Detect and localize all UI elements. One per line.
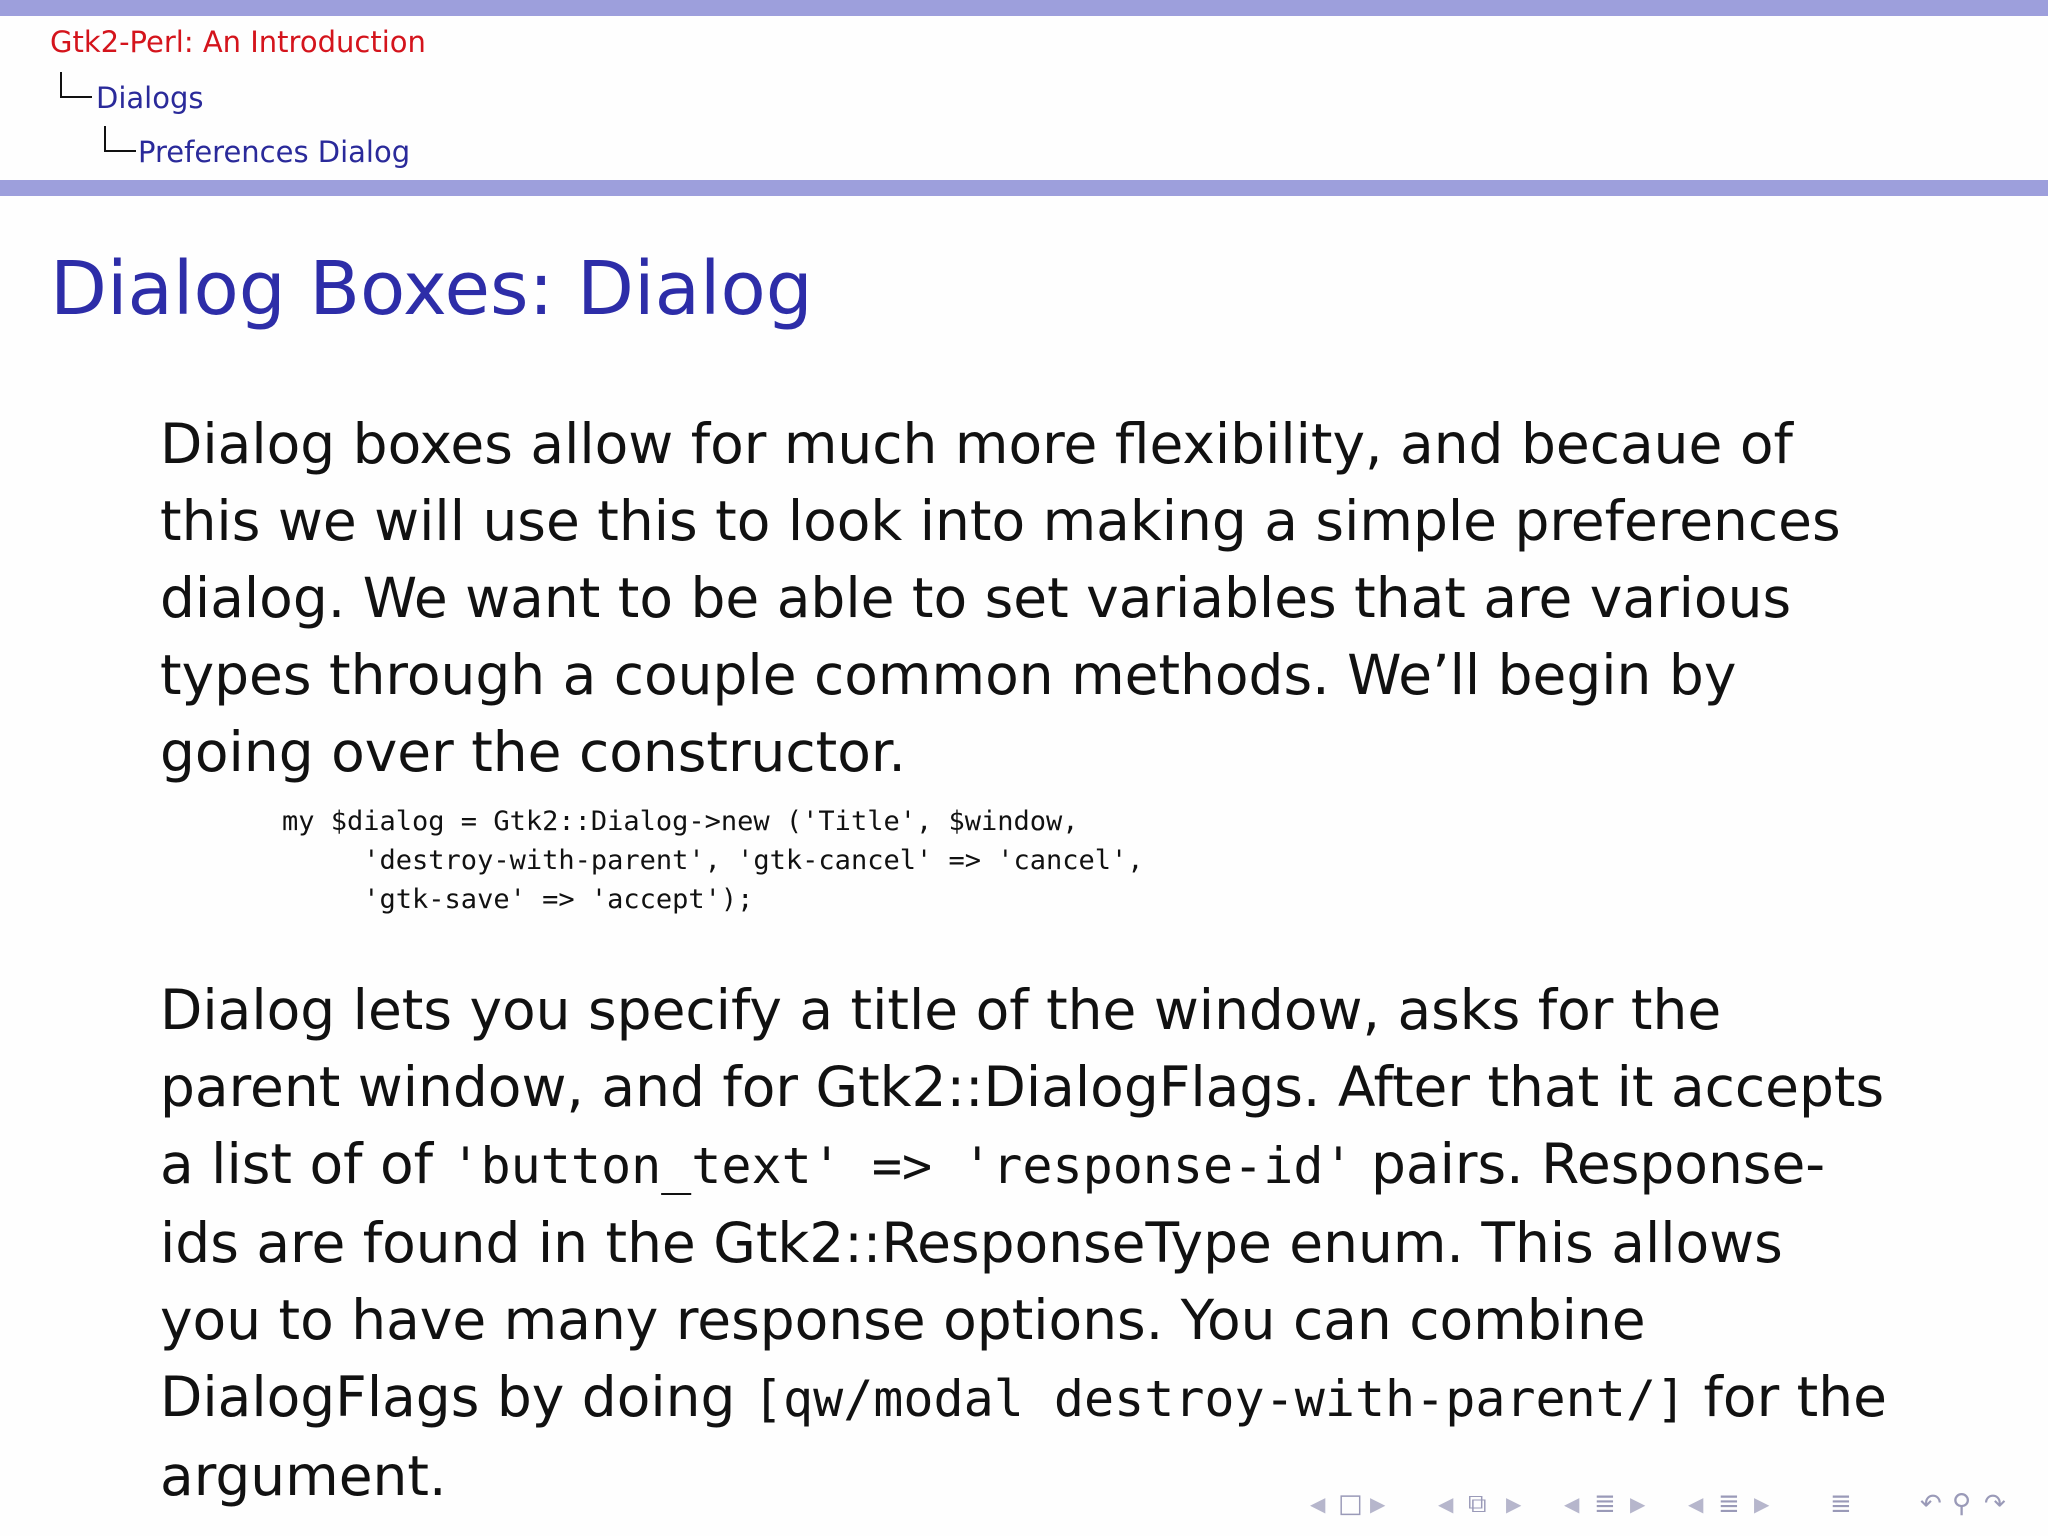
paragraph-explanation: [160, 972, 1900, 1515]
back-icon[interactable]: ↶: [1920, 1489, 1942, 1519]
frame-icon[interactable]: □: [1338, 1489, 1363, 1519]
beamer-navigation-controls: [1310, 1486, 2030, 1522]
header-top-rule: [0, 0, 2048, 16]
inline-code: [qw/modal destroy-with-parent/]: [752, 1370, 1687, 1428]
header-bottom-rule: [0, 180, 2048, 196]
doc-prev-icon[interactable]: ◀: [1688, 1492, 1704, 1516]
search-icon[interactable]: ⚲: [1952, 1489, 1972, 1519]
inline-code: 'button_text' => 'response-id': [450, 1137, 1354, 1195]
paragraph-text: Dialog lets you specify a title of the window, asks for the parent window, and for Gtk2::DialogFlags. After that it accepts a list of of: [160, 978, 1885, 1196]
paragraph-text: pairs. Response-ids are found in the Gtk2::ResponseType enum. This allows you to have many response options. You can combine DialogFlags by doing: [160, 1132, 1826, 1429]
subsection-prev-icon[interactable]: ◀: [1438, 1492, 1454, 1516]
frame-prev-icon[interactable]: ◀: [1310, 1492, 1326, 1516]
doc-icon[interactable]: ≣: [1718, 1489, 1740, 1519]
toc-icon[interactable]: ≣: [1830, 1489, 1852, 1519]
forward-icon[interactable]: ↷: [1984, 1489, 2006, 1519]
frame-next-icon[interactable]: ▶: [1370, 1492, 1386, 1516]
section-link[interactable]: Dialogs: [96, 81, 204, 115]
subsection-link[interactable]: Preferences Dialog: [138, 135, 411, 169]
tree-corner-icon: [60, 72, 92, 98]
section-prev-icon[interactable]: ◀: [1564, 1492, 1580, 1516]
presentation-title-link[interactable]: Gtk2-Perl: An Introduction: [50, 25, 426, 59]
slide-title: Dialog Boxes: Dialog: [50, 246, 813, 332]
paragraph-text: for the argument.: [160, 1365, 1887, 1508]
tree-corner-icon: [104, 126, 136, 152]
section-icon[interactable]: ≣: [1594, 1489, 1616, 1519]
section-next-icon[interactable]: ▶: [1630, 1492, 1646, 1516]
subsection-icon[interactable]: ⧉: [1468, 1489, 1487, 1519]
doc-next-icon[interactable]: ▶: [1754, 1492, 1770, 1516]
paragraph-intro: Dialog boxes allow for much more flexibility, and becaue of this we will use this to look into making a simple preferences dialog. We want to be able to set variables that are various types through a couple common methods. We’ll begin by going over the constructor.: [160, 412, 1841, 784]
subsection-next-icon[interactable]: ▶: [1506, 1492, 1522, 1516]
code-block: my $dialog = Gtk2::Dialog->new ('Title', $window, 'destroy-with-parent', 'gtk-cancel' => 'cancel', 'gtk-save' => 'accept');: [282, 806, 1144, 915]
